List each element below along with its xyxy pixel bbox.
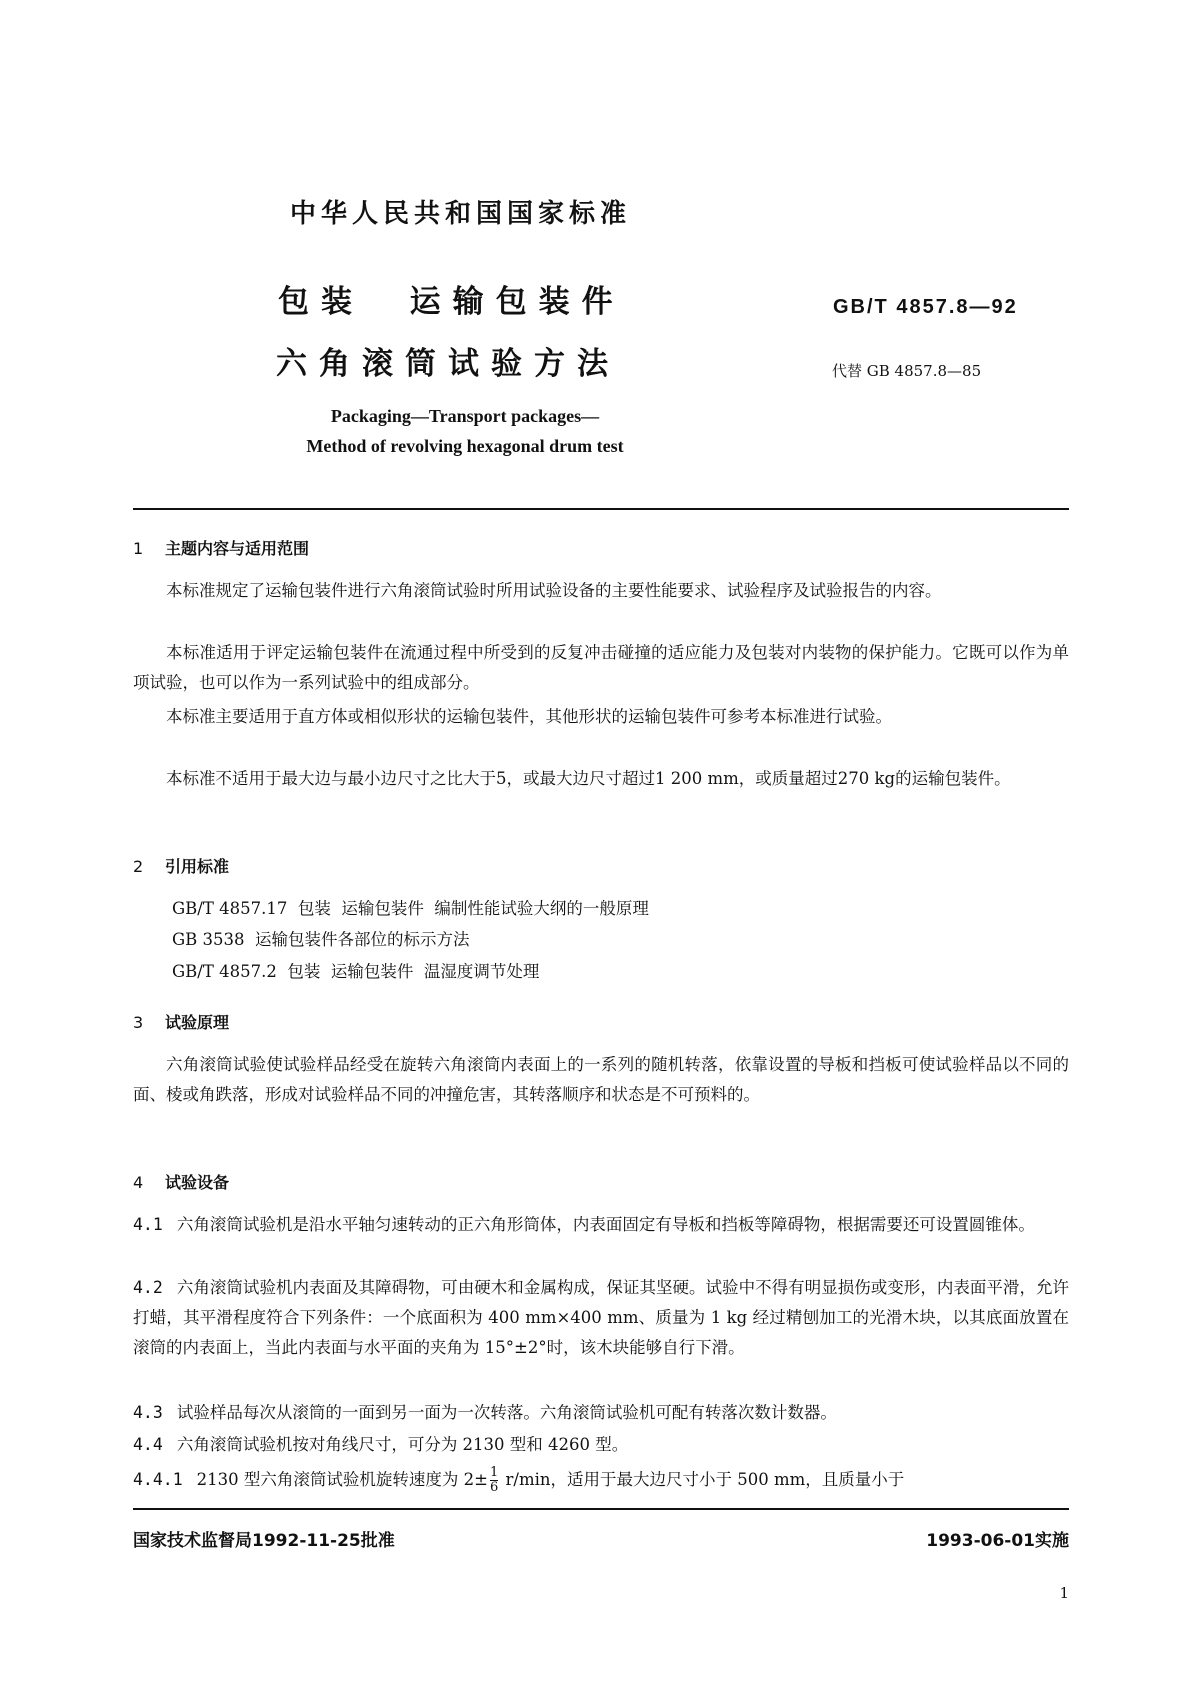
clause-number: 4.4 [133,1435,163,1454]
issuer-heading: 中华人民共和国国家标准 [290,199,632,229]
section-title: 试验原理 [165,1013,230,1032]
header-rule [133,508,1069,510]
effective-date: 1993-06-01实施 [926,1531,1069,1551]
replaces-note: 代替 GB 4857.8—85 [832,362,982,380]
clause-4-1 [133,1210,1069,1240]
clause-text: 六角滚筒试验机是沿水平轴匀速转动的正六角形筒体，内表面固定有导板和挡板等障碍物，根据需要还可设置圆锥体。 [176,1215,1035,1234]
s1-paragraph-4: 本标准不适用于最大边与最小边尺寸之比大于5，或最大边尺寸超过1 200 mm，或质量超过270 kg的运输包装件。 [166,769,1011,788]
clause-4-3 [133,1398,1069,1428]
clause-4-2 [133,1273,1069,1363]
reference-item: GB 3538 运输包装件各部位的标示方法 [172,930,470,949]
clause-number: 4.2 [133,1278,163,1297]
clause-number: 4.1 [133,1215,163,1234]
section-2-heading [133,854,229,877]
clause-4-4-1 [133,1465,1069,1495]
section-3-heading [133,1010,229,1033]
fraction [490,1466,498,1495]
section-title: 主题内容与适用范围 [165,539,310,558]
title-line-1: 包装 运输包装件 [278,284,625,320]
approval-note: 国家技术监督局1992-11-25批准 [133,1531,395,1551]
clause-4-4 [133,1430,1069,1460]
title-line-2: 六角滚筒试验方法 [276,346,620,382]
fraction-numerator: 1 [489,1465,499,1480]
s1-paragraph-3: 本标准主要适用于直方体或相似形状的运输包装件，其他形状的运输包装件可参考本标准进行试验。 [166,707,892,726]
footer-rule [133,1508,1069,1510]
s1-paragraph-1: 本标准规定了运输包装件进行六角滚筒试验时所用试验设备的主要性能要求、试验程序及试验报告的内容。 [166,581,942,600]
section-title: 引用标准 [165,857,230,876]
english-title-line-1: Packaging—Transport packages— [330,406,600,426]
clause-text: 六角滚筒试验机内表面及其障碍物，可由硬木和金属构成，保证其坚硬。试验中不得有明显损伤或变形，内表面平滑，允许打蜡，其平滑程度符合下列条件：一个底面积为 400 mm×400 mm、质量为 1 kg 经过精刨加工的光滑木块，以其底面放置在滚筒的内表面上，当此内表面与水平面的夹角为 15°±2°时，该木块能够自行下滑。 [133,1278,1069,1357]
clause-number: 4.4.1 [133,1470,183,1489]
section-number: 1 [133,539,144,558]
s1-paragraph-2: 本标准适用于评定运输包装件在流通过程中所受到的反复冲击碰撞的适应能力及包装对内装物的保护能力。它既可以作为单项试验，也可以作为一系列试验中的组成部分。 [133,643,1069,692]
section-number: 3 [133,1013,144,1032]
clause-text: 六角滚筒试验机按对角线尺寸，可分为 2130 型和 4260 型。 [176,1435,629,1454]
english-title-line-2: Method of revolving hexagonal drum test [306,436,624,456]
section-number: 2 [133,857,144,876]
section-1-heading [133,536,309,559]
clause-text: 2130 型六角滚筒试验机旋转速度为 2± [196,1470,488,1489]
section-number: 4 [133,1173,144,1192]
section-4-heading [133,1170,229,1193]
s3-paragraph-1: 六角滚筒试验使试验样品经受在旋转六角滚筒内表面上的一系列的随机转落，依靠设置的导板和挡板可使试验样品以不同的面、棱或角跌落，形成对试验样品不同的冲撞危害，其转落顺序和状态是不可预料的。 [133,1055,1069,1104]
reference-item: GB/T 4857.2 包装 运输包装件 温湿度调节处理 [172,962,540,981]
standard-code: GB/T 4857.8—92 [833,296,1018,318]
fraction-denominator: 6 [489,1480,499,1495]
clause-text-continued: r/min，适用于最大边尺寸小于 500 mm，且质量小于 [500,1470,905,1489]
section-title: 试验设备 [165,1173,230,1192]
clause-number: 4.3 [133,1403,163,1422]
reference-item: GB/T 4857.17 包装 运输包装件 编制性能试验大纲的一般原理 [172,899,649,918]
page-number: 1 [1059,1584,1069,1602]
clause-text: 试验样品每次从滚筒的一面到另一面为一次转落。六角滚筒试验机可配有转落次数计数器。 [176,1403,837,1422]
